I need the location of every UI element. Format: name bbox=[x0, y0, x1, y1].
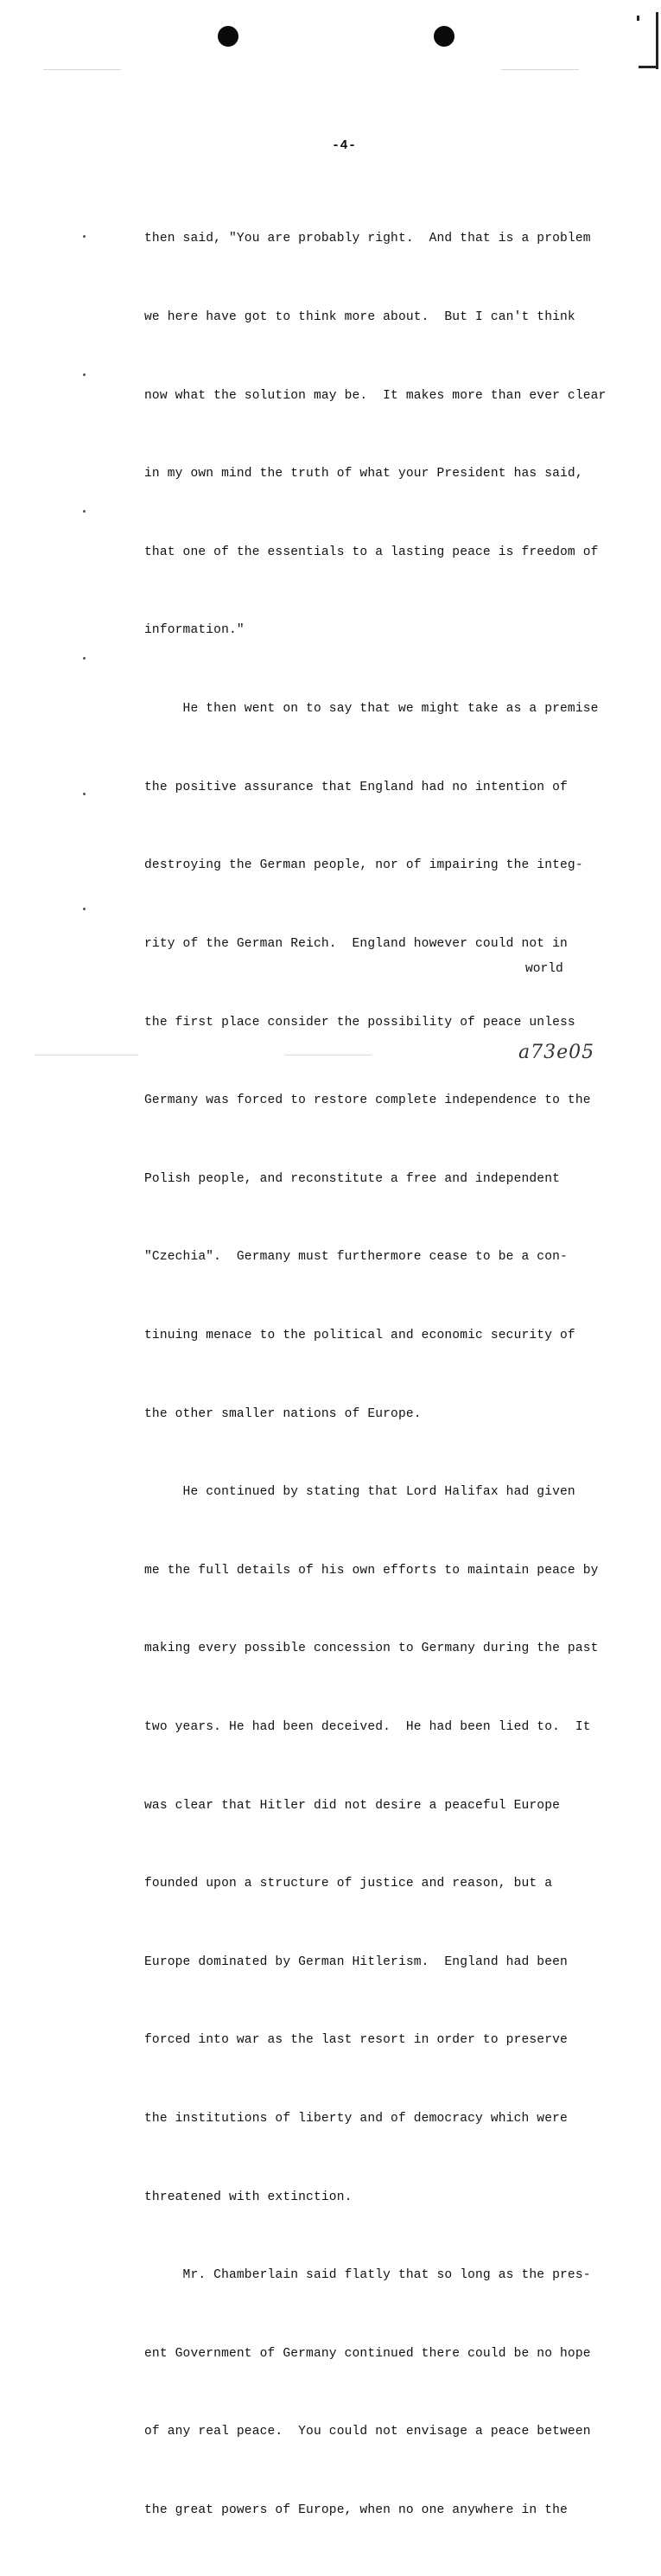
punch-hole-right bbox=[434, 26, 454, 47]
scan-artifact-line bbox=[43, 69, 121, 70]
text-line: Germany was forced to restore complete independence to the bbox=[144, 1094, 591, 1108]
letter-body bbox=[144, 174, 645, 2576]
text-line: ent Government of Germany continued there could be no hope bbox=[144, 2346, 591, 2361]
text-line: the institutions of liberty and of democracy which were bbox=[144, 2112, 568, 2126]
text-line: in my own mind the truth of what your President has said, bbox=[144, 467, 583, 481]
catchword: world bbox=[525, 962, 563, 976]
text-line: that one of the essentials to a lasting peace is freedom of bbox=[144, 545, 599, 559]
text-line: Polish people, and reconstitute a free and independent bbox=[144, 1171, 561, 1186]
text-line: Mr. Chamberlain said flatly that so long as the pres- bbox=[144, 2268, 591, 2283]
text-line: threatened with extinction. bbox=[144, 2190, 353, 2204]
text-line: the positive assurance that England had no intention of bbox=[144, 780, 568, 794]
text-line: He continued by stating that Lord Halifax had given bbox=[144, 1485, 575, 1500]
text-line: forced into war as the last resort in order to preserve bbox=[144, 2033, 568, 2048]
text-line: He then went on to say that we might take as a premise bbox=[144, 702, 599, 717]
archive-number: a73e05 bbox=[518, 1042, 595, 1063]
binding-edge-mark bbox=[635, 12, 659, 69]
scan-artifact-line bbox=[501, 69, 579, 70]
text-line: making every possible concession to Germany during the past bbox=[144, 1642, 599, 1656]
text-line: me the full details of his own efforts to maintain peace by bbox=[144, 1563, 599, 1578]
text-line: was clear that Hitler did not desire a peaceful Europe bbox=[144, 1798, 561, 1813]
text-line: of any real peace. You could not envisage a peace between bbox=[144, 2425, 591, 2439]
scan-speck bbox=[83, 373, 86, 376]
text-line: "Czechia". Germany must furthermore cease to be a con- bbox=[144, 1250, 568, 1265]
text-line: founded upon a structure of justice and reason, but a bbox=[144, 1877, 553, 1891]
text-line: destroying the German people, nor of impairing the integ- bbox=[144, 858, 583, 873]
text-line: now what the solution may be. It makes more than ever clear bbox=[144, 388, 607, 403]
scan-speck bbox=[83, 793, 86, 795]
text-line: then said, "You are probably right. And that is a problem bbox=[144, 232, 591, 246]
scan-speck bbox=[83, 908, 86, 910]
text-line: the other smaller nations of Europe. bbox=[144, 1406, 422, 1421]
text-line: two years. He had been deceived. He had been lied to. It bbox=[144, 1719, 591, 1734]
text-line: the great powers of Europe, when no one anywhere in the bbox=[144, 2503, 568, 2518]
text-line: the first place consider the possibility of peace unless bbox=[144, 1015, 575, 1030]
page-number: -4- bbox=[332, 138, 357, 153]
punch-hole-left bbox=[218, 26, 238, 47]
scan-speck bbox=[83, 657, 86, 660]
text-line: information." bbox=[144, 623, 245, 638]
text-line: we here have got to think more about. But I can't think bbox=[144, 310, 575, 325]
text-line: Europe dominated by German Hitlerism. England had been bbox=[144, 1954, 568, 1969]
scan-speck bbox=[83, 510, 86, 513]
text-line: tinuing menace to the political and economic security of bbox=[144, 1328, 575, 1342]
scan-speck bbox=[83, 235, 86, 238]
text-line: rity of the German Reich. England however could not in bbox=[144, 936, 568, 951]
